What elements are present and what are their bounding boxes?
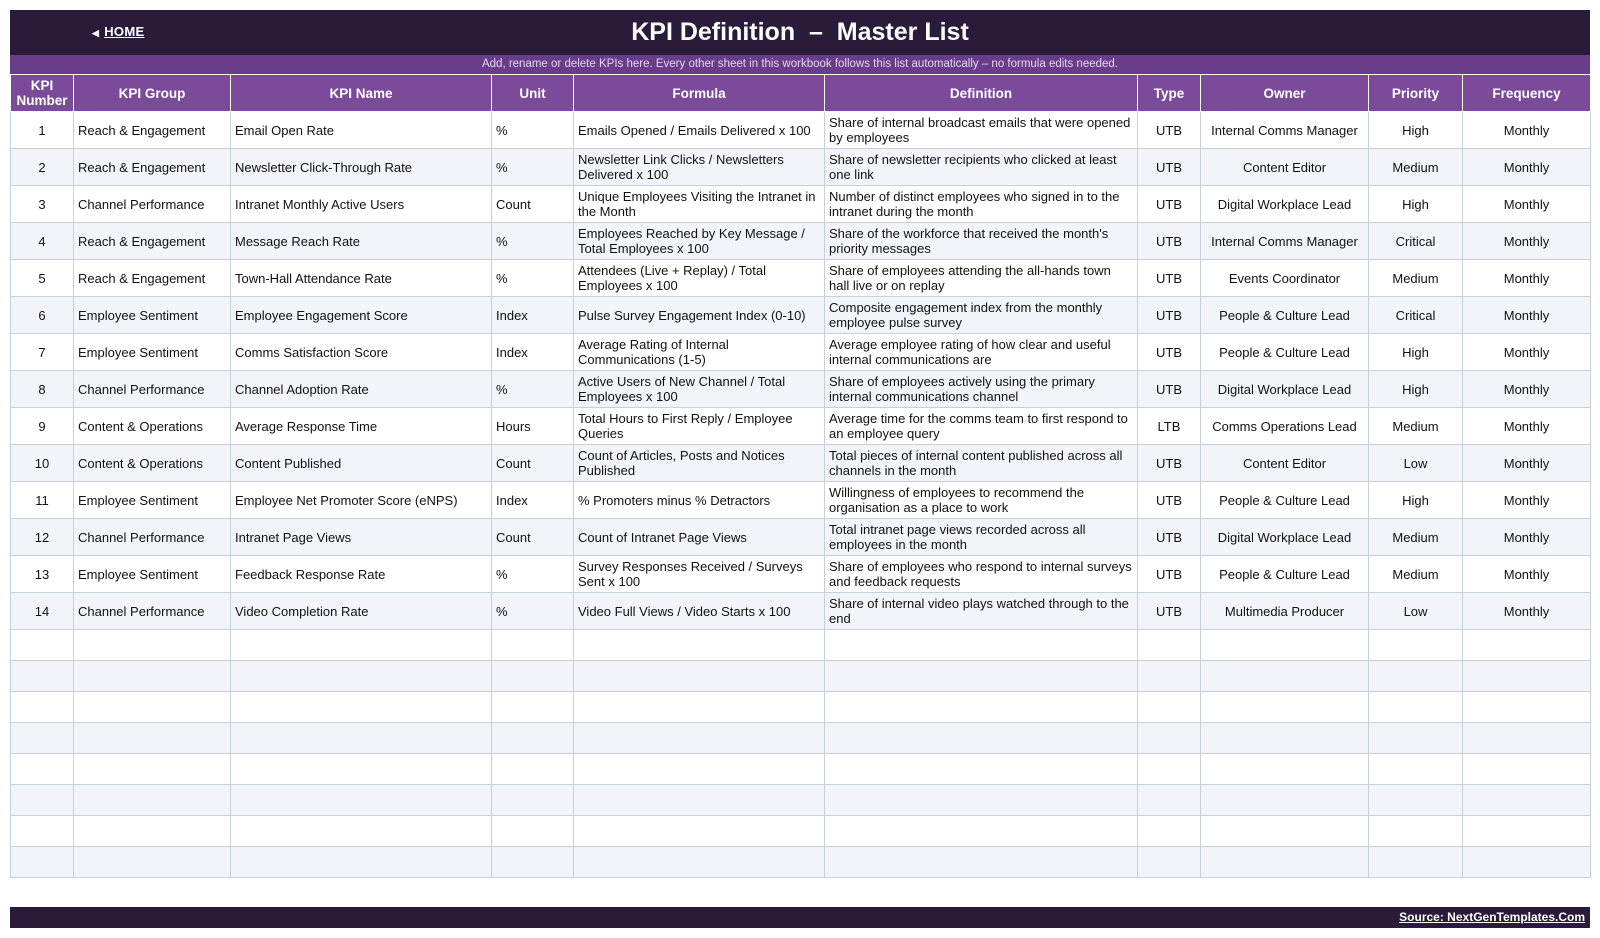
cell-kpi-number[interactable]: 14 <box>11 593 74 630</box>
empty-cell[interactable] <box>231 754 492 785</box>
empty-cell[interactable] <box>1369 723 1463 754</box>
empty-cell[interactable] <box>492 754 574 785</box>
empty-cell[interactable] <box>231 661 492 692</box>
cell-type[interactable]: UTB <box>1138 371 1201 408</box>
empty-cell[interactable] <box>1201 692 1369 723</box>
table-row <box>11 408 1591 445</box>
cell-type[interactable]: UTB <box>1138 112 1201 149</box>
empty-cell[interactable] <box>492 816 574 847</box>
cell-priority[interactable]: High <box>1369 186 1463 223</box>
cell-definition[interactable]: Share of employees who respond to internal surveys and feedback requests <box>825 556 1138 593</box>
empty-cell[interactable] <box>492 630 574 661</box>
empty-cell[interactable] <box>231 723 492 754</box>
column-header-owner[interactable]: Owner <box>1201 75 1369 112</box>
column-header-unit[interactable]: Unit <box>492 75 574 112</box>
cell-owner[interactable]: Internal Comms Manager <box>1201 223 1369 260</box>
cell-priority[interactable]: High <box>1369 112 1463 149</box>
table-row <box>11 482 1591 519</box>
empty-cell[interactable] <box>74 785 231 816</box>
kpi-table <box>10 74 1591 878</box>
empty-table-row <box>11 661 1591 692</box>
empty-cell[interactable] <box>825 816 1138 847</box>
table-body <box>11 112 1591 878</box>
cell-kpi-name[interactable]: Feedback Response Rate <box>231 556 492 593</box>
cell-frequency[interactable]: Monthly <box>1463 482 1591 519</box>
empty-cell[interactable] <box>574 661 825 692</box>
cell-type[interactable]: UTB <box>1138 223 1201 260</box>
table-row <box>11 297 1591 334</box>
cell-kpi-name[interactable]: Newsletter Click-Through Rate <box>231 149 492 186</box>
cell-priority[interactable]: High <box>1369 482 1463 519</box>
cell-formula[interactable]: Emails Opened / Emails Delivered x 100 <box>574 112 825 149</box>
table-row <box>11 519 1591 556</box>
table-row <box>11 334 1591 371</box>
cell-type[interactable]: UTB <box>1138 260 1201 297</box>
empty-cell[interactable] <box>74 723 231 754</box>
empty-cell[interactable] <box>1463 630 1591 661</box>
table-row <box>11 593 1591 630</box>
cell-kpi-number[interactable]: 1 <box>11 112 74 149</box>
cell-kpi-name[interactable]: Email Open Rate <box>231 112 492 149</box>
empty-cell[interactable] <box>11 754 74 785</box>
cell-kpi-number[interactable]: 6 <box>11 297 74 334</box>
empty-cell[interactable] <box>1138 754 1201 785</box>
cell-kpi-group[interactable]: Channel Performance <box>74 371 231 408</box>
empty-cell[interactable] <box>1138 847 1201 878</box>
cell-kpi-number[interactable]: 9 <box>11 408 74 445</box>
triangle-left-icon: ◀ <box>92 28 100 38</box>
cell-kpi-name[interactable]: Intranet Page Views <box>231 519 492 556</box>
cell-kpi-name[interactable]: Channel Adoption Rate <box>231 371 492 408</box>
cell-formula[interactable]: Survey Responses Received / Surveys Sent x 100 <box>574 556 825 593</box>
cell-type[interactable]: UTB <box>1138 593 1201 630</box>
cell-formula[interactable]: Video Full Views / Video Starts x 100 <box>574 593 825 630</box>
cell-owner[interactable]: Multimedia Producer <box>1201 593 1369 630</box>
cell-definition[interactable]: Share of internal video plays watched through to the end <box>825 593 1138 630</box>
cell-kpi-group[interactable]: Employee Sentiment <box>74 482 231 519</box>
cell-owner[interactable]: Internal Comms Manager <box>1201 112 1369 149</box>
empty-cell[interactable] <box>231 785 492 816</box>
source-link[interactable]: Source: NextGenTemplates.Com <box>1399 910 1585 924</box>
cell-kpi-number[interactable]: 8 <box>11 371 74 408</box>
title-bar <box>10 10 1590 55</box>
cell-priority[interactable]: High <box>1369 334 1463 371</box>
cell-kpi-group[interactable]: Employee Sentiment <box>74 556 231 593</box>
cell-type[interactable]: UTB <box>1138 186 1201 223</box>
empty-table-row <box>11 785 1591 816</box>
cell-formula[interactable]: Attendees (Live + Replay) / Total Employees x 100 <box>574 260 825 297</box>
cell-kpi-group[interactable]: Channel Performance <box>74 593 231 630</box>
table-row <box>11 371 1591 408</box>
cell-priority[interactable]: Low <box>1369 445 1463 482</box>
empty-cell[interactable] <box>574 816 825 847</box>
cell-kpi-group[interactable]: Content & Operations <box>74 408 231 445</box>
cell-kpi-group[interactable]: Reach & Engagement <box>74 149 231 186</box>
cell-kpi-number[interactable]: 10 <box>11 445 74 482</box>
empty-cell[interactable] <box>1201 661 1369 692</box>
empty-table-row <box>11 723 1591 754</box>
empty-cell[interactable] <box>1201 630 1369 661</box>
column-header-priority[interactable]: Priority <box>1369 75 1463 112</box>
home-label: HOME <box>104 24 145 39</box>
empty-cell[interactable] <box>1369 816 1463 847</box>
cell-kpi-group[interactable]: Channel Performance <box>74 186 231 223</box>
empty-cell[interactable] <box>1369 847 1463 878</box>
empty-cell[interactable] <box>1463 692 1591 723</box>
table-row <box>11 223 1591 260</box>
cell-definition[interactable]: Average employee rating of how clear and useful internal communications are <box>825 334 1138 371</box>
table-row <box>11 260 1591 297</box>
cell-priority[interactable]: Medium <box>1369 519 1463 556</box>
cell-frequency[interactable]: Monthly <box>1463 334 1591 371</box>
cell-kpi-name[interactable]: Intranet Monthly Active Users <box>231 186 492 223</box>
cell-kpi-number[interactable]: 2 <box>11 149 74 186</box>
cell-unit[interactable]: Index <box>492 482 574 519</box>
empty-cell[interactable] <box>1463 723 1591 754</box>
cell-frequency[interactable]: Monthly <box>1463 297 1591 334</box>
cell-kpi-number[interactable]: 13 <box>11 556 74 593</box>
cell-kpi-group[interactable]: Employee Sentiment <box>74 297 231 334</box>
cell-formula[interactable]: Employees Reached by Key Message / Total Employees x 100 <box>574 223 825 260</box>
table-row <box>11 112 1591 149</box>
cell-owner[interactable]: Content Editor <box>1201 445 1369 482</box>
cell-type[interactable]: UTB <box>1138 519 1201 556</box>
empty-cell[interactable] <box>1138 692 1201 723</box>
page-title: KPI Definition – Master List <box>631 18 969 46</box>
empty-cell[interactable] <box>1369 661 1463 692</box>
cell-owner[interactable]: Digital Workplace Lead <box>1201 186 1369 223</box>
cell-kpi-group[interactable]: Reach & Engagement <box>74 260 231 297</box>
cell-formula[interactable]: % Promoters minus % Detractors <box>574 482 825 519</box>
column-header-kpi-name[interactable]: KPI Name <box>231 75 492 112</box>
cell-unit[interactable]: % <box>492 593 574 630</box>
cell-type[interactable]: UTB <box>1138 149 1201 186</box>
empty-cell[interactable] <box>492 661 574 692</box>
cell-priority[interactable]: Low <box>1369 593 1463 630</box>
cell-frequency[interactable]: Monthly <box>1463 519 1591 556</box>
empty-cell[interactable] <box>74 661 231 692</box>
empty-cell[interactable] <box>1369 785 1463 816</box>
empty-cell[interactable] <box>11 847 74 878</box>
cell-kpi-group[interactable]: Channel Performance <box>74 519 231 556</box>
empty-table-row <box>11 816 1591 847</box>
cell-formula[interactable]: Total Hours to First Reply / Employee Queries <box>574 408 825 445</box>
cell-type[interactable]: UTB <box>1138 297 1201 334</box>
empty-cell[interactable] <box>11 661 74 692</box>
cell-definition[interactable]: Number of distinct employees who signed in to the intranet during the month <box>825 186 1138 223</box>
cell-definition[interactable]: Willingness of employees to recommend the organisation as a place to work <box>825 482 1138 519</box>
cell-frequency[interactable]: Monthly <box>1463 593 1591 630</box>
cell-frequency[interactable]: Monthly <box>1463 186 1591 223</box>
empty-cell[interactable] <box>74 692 231 723</box>
cell-frequency[interactable]: Monthly <box>1463 223 1591 260</box>
cell-type[interactable]: LTB <box>1138 408 1201 445</box>
cell-unit[interactable]: Count <box>492 186 574 223</box>
cell-definition[interactable]: Share of the workforce that received the month's priority messages <box>825 223 1138 260</box>
empty-cell[interactable] <box>825 692 1138 723</box>
cell-formula[interactable]: Active Users of New Channel / Total Employees x 100 <box>574 371 825 408</box>
empty-cell[interactable] <box>74 754 231 785</box>
empty-cell[interactable] <box>574 847 825 878</box>
cell-unit[interactable]: % <box>492 260 574 297</box>
empty-cell[interactable] <box>11 630 74 661</box>
empty-cell[interactable] <box>492 692 574 723</box>
empty-cell[interactable] <box>1138 723 1201 754</box>
empty-cell[interactable] <box>492 785 574 816</box>
cell-type[interactable]: UTB <box>1138 334 1201 371</box>
empty-cell[interactable] <box>74 816 231 847</box>
cell-unit[interactable]: % <box>492 371 574 408</box>
table-row <box>11 149 1591 186</box>
cell-formula[interactable]: Count of Articles, Posts and Notices Published <box>574 445 825 482</box>
cell-unit[interactable]: Hours <box>492 408 574 445</box>
column-header-frequency[interactable]: Frequency <box>1463 75 1591 112</box>
empty-table-row <box>11 754 1591 785</box>
cell-frequency[interactable]: Monthly <box>1463 371 1591 408</box>
empty-cell[interactable] <box>231 630 492 661</box>
cell-type[interactable]: UTB <box>1138 556 1201 593</box>
cell-definition[interactable]: Share of employees attending the all-hands town hall live or on replay <box>825 260 1138 297</box>
cell-formula[interactable]: Count of Intranet Page Views <box>574 519 825 556</box>
empty-cell[interactable] <box>1463 754 1591 785</box>
cell-owner[interactable]: People & Culture Lead <box>1201 482 1369 519</box>
cell-formula[interactable]: Pulse Survey Engagement Index (0-10) <box>574 297 825 334</box>
empty-cell[interactable] <box>74 847 231 878</box>
empty-cell[interactable] <box>1138 785 1201 816</box>
cell-priority[interactable]: High <box>1369 371 1463 408</box>
cell-owner[interactable]: People & Culture Lead <box>1201 334 1369 371</box>
empty-cell[interactable] <box>11 723 74 754</box>
cell-kpi-name[interactable]: Comms Satisfaction Score <box>231 334 492 371</box>
cell-unit[interactable]: % <box>492 556 574 593</box>
cell-type[interactable]: UTB <box>1138 445 1201 482</box>
empty-cell[interactable] <box>231 816 492 847</box>
cell-owner[interactable]: Digital Workplace Lead <box>1201 371 1369 408</box>
column-header-type[interactable]: Type <box>1138 75 1201 112</box>
cell-unit[interactable]: Count <box>492 519 574 556</box>
empty-cell[interactable] <box>1201 785 1369 816</box>
cell-owner[interactable]: Comms Operations Lead <box>1201 408 1369 445</box>
empty-cell[interactable] <box>1201 723 1369 754</box>
empty-cell[interactable] <box>1201 847 1369 878</box>
cell-kpi-group[interactable]: Employee Sentiment <box>74 334 231 371</box>
cell-definition[interactable]: Average time for the comms team to first respond to an employee query <box>825 408 1138 445</box>
cell-frequency[interactable]: Monthly <box>1463 260 1591 297</box>
cell-kpi-number[interactable]: 4 <box>11 223 74 260</box>
cell-frequency[interactable]: Monthly <box>1463 445 1591 482</box>
empty-cell[interactable] <box>11 816 74 847</box>
cell-kpi-group[interactable]: Content & Operations <box>74 445 231 482</box>
empty-cell[interactable] <box>574 723 825 754</box>
empty-cell[interactable] <box>1369 692 1463 723</box>
cell-formula[interactable]: Unique Employees Visiting the Intranet in the Month <box>574 186 825 223</box>
cell-definition[interactable]: Total pieces of internal content published across all channels in the month <box>825 445 1138 482</box>
instructions-banner: Add, rename or delete KPIs here. Every other sheet in this workbook follows this list automatically – no formula edits needed. <box>10 55 1590 74</box>
empty-cell[interactable] <box>825 785 1138 816</box>
empty-cell[interactable] <box>825 661 1138 692</box>
cell-kpi-name[interactable]: Average Response Time <box>231 408 492 445</box>
column-header-formula[interactable]: Formula <box>574 75 825 112</box>
cell-unit[interactable]: Count <box>492 445 574 482</box>
cell-kpi-number[interactable]: 11 <box>11 482 74 519</box>
empty-cell[interactable] <box>1138 661 1201 692</box>
cell-kpi-number[interactable]: 5 <box>11 260 74 297</box>
empty-cell[interactable] <box>11 692 74 723</box>
cell-kpi-number[interactable]: 12 <box>11 519 74 556</box>
cell-frequency[interactable]: Monthly <box>1463 149 1591 186</box>
footer-bar <box>10 907 1590 928</box>
cell-kpi-number[interactable]: 7 <box>11 334 74 371</box>
cell-owner[interactable]: People & Culture Lead <box>1201 556 1369 593</box>
cell-kpi-name[interactable]: Content Published <box>231 445 492 482</box>
cell-formula[interactable]: Newsletter Link Clicks / Newsletters Delivered x 100 <box>574 149 825 186</box>
cell-formula[interactable]: Average Rating of Internal Communications (1-5) <box>574 334 825 371</box>
cell-owner[interactable]: Events Coordinator <box>1201 260 1369 297</box>
cell-type[interactable]: UTB <box>1138 482 1201 519</box>
cell-priority[interactable]: Medium <box>1369 260 1463 297</box>
cell-frequency[interactable]: Monthly <box>1463 112 1591 149</box>
empty-cell[interactable] <box>825 630 1138 661</box>
cell-kpi-name[interactable]: Video Completion Rate <box>231 593 492 630</box>
empty-cell[interactable] <box>574 630 825 661</box>
column-header-kpi-group[interactable]: KPI Group <box>74 75 231 112</box>
cell-definition[interactable]: Share of internal broadcast emails that were opened by employees <box>825 112 1138 149</box>
empty-cell[interactable] <box>1369 630 1463 661</box>
cell-priority[interactable]: Medium <box>1369 408 1463 445</box>
empty-cell[interactable] <box>231 847 492 878</box>
table-row <box>11 556 1591 593</box>
column-header-kpi-number[interactable]: KPI Number <box>11 75 74 112</box>
empty-cell[interactable] <box>574 785 825 816</box>
cell-kpi-name[interactable]: Employee Engagement Score <box>231 297 492 334</box>
cell-unit[interactable]: Index <box>492 334 574 371</box>
cell-definition[interactable]: Share of employees actively using the primary internal communications channel <box>825 371 1138 408</box>
empty-cell[interactable] <box>1369 754 1463 785</box>
cell-unit[interactable]: % <box>492 112 574 149</box>
empty-table-row <box>11 630 1591 661</box>
cell-unit[interactable]: Index <box>492 297 574 334</box>
cell-definition[interactable]: Share of newsletter recipients who clicked at least one link <box>825 149 1138 186</box>
cell-kpi-group[interactable]: Reach & Engagement <box>74 112 231 149</box>
cell-kpi-name[interactable]: Message Reach Rate <box>231 223 492 260</box>
cell-priority[interactable]: Medium <box>1369 556 1463 593</box>
empty-cell[interactable] <box>825 847 1138 878</box>
cell-priority[interactable]: Critical <box>1369 223 1463 260</box>
cell-definition[interactable]: Total intranet page views recorded across all employees in the month <box>825 519 1138 556</box>
empty-cell[interactable] <box>825 723 1138 754</box>
empty-cell[interactable] <box>231 692 492 723</box>
empty-cell[interactable] <box>1138 816 1201 847</box>
column-header-definition[interactable]: Definition <box>825 75 1138 112</box>
empty-cell[interactable] <box>492 723 574 754</box>
cell-kpi-name[interactable]: Employee Net Promoter Score (eNPS) <box>231 482 492 519</box>
empty-cell[interactable] <box>1463 785 1591 816</box>
cell-owner[interactable]: People & Culture Lead <box>1201 297 1369 334</box>
empty-cell[interactable] <box>492 847 574 878</box>
empty-cell[interactable] <box>1201 754 1369 785</box>
cell-definition[interactable]: Composite engagement index from the monthly employee pulse survey <box>825 297 1138 334</box>
cell-unit[interactable]: % <box>492 149 574 186</box>
cell-kpi-number[interactable]: 3 <box>11 186 74 223</box>
cell-owner[interactable]: Digital Workplace Lead <box>1201 519 1369 556</box>
cell-kpi-group[interactable]: Reach & Engagement <box>74 223 231 260</box>
empty-cell[interactable] <box>1463 661 1591 692</box>
cell-frequency[interactable]: Monthly <box>1463 556 1591 593</box>
table-row <box>11 186 1591 223</box>
empty-cell[interactable] <box>74 630 231 661</box>
empty-cell[interactable] <box>1138 630 1201 661</box>
cell-unit[interactable]: % <box>492 223 574 260</box>
empty-cell[interactable] <box>1201 816 1369 847</box>
cell-kpi-name[interactable]: Town-Hall Attendance Rate <box>231 260 492 297</box>
empty-table-row <box>11 847 1591 878</box>
cell-frequency[interactable]: Monthly <box>1463 408 1591 445</box>
empty-cell[interactable] <box>574 692 825 723</box>
table-row <box>11 445 1591 482</box>
empty-cell[interactable] <box>11 785 74 816</box>
cell-priority[interactable]: Medium <box>1369 149 1463 186</box>
column-header-row <box>11 75 1591 112</box>
cell-owner[interactable]: Content Editor <box>1201 149 1369 186</box>
empty-cell[interactable] <box>574 754 825 785</box>
kpi-sheet <box>10 10 1590 878</box>
empty-cell[interactable] <box>825 754 1138 785</box>
cell-priority[interactable]: Critical <box>1369 297 1463 334</box>
empty-cell[interactable] <box>1463 847 1591 878</box>
empty-table-row <box>11 692 1591 723</box>
empty-cell[interactable] <box>1463 816 1591 847</box>
